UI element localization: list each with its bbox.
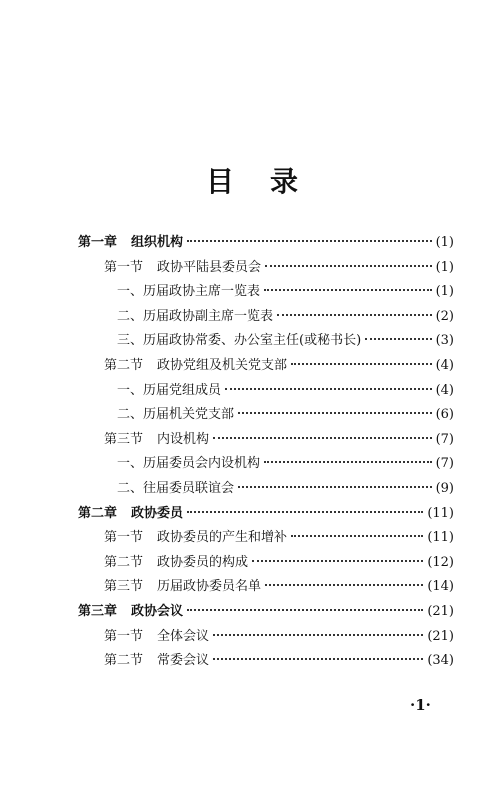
toc-entry[interactable] bbox=[104, 354, 454, 374]
toc-entry-page: (4) bbox=[435, 382, 454, 398]
dot-leader bbox=[238, 486, 432, 488]
toc-entry-page: (11) bbox=[427, 505, 454, 521]
title-char-1: 目 bbox=[205, 165, 234, 198]
title-char-2: 录 bbox=[270, 165, 299, 198]
toc-entry-page: (34) bbox=[427, 653, 454, 669]
dot-leader bbox=[264, 289, 432, 291]
toc-entry-number: 第二节 bbox=[104, 554, 144, 570]
toc-entry-page: (12) bbox=[427, 554, 454, 570]
toc-entry-title: 二、历届机关党支部 bbox=[117, 407, 235, 423]
toc-entry-title: 常委会议 bbox=[157, 653, 210, 669]
toc-entry-page: (1) bbox=[435, 259, 454, 275]
dot-leader bbox=[187, 609, 423, 611]
toc-entry-title: 政协党组及机关党支部 bbox=[157, 358, 288, 373]
toc-entry-page: (1) bbox=[435, 235, 454, 250]
toc-entry-number: 第一节 bbox=[104, 530, 144, 546]
toc-entry-page: (9) bbox=[435, 481, 454, 496]
toc-entry-page: (21) bbox=[427, 604, 454, 619]
toc-entry-page: (4) bbox=[435, 358, 454, 373]
toc-entry-title: 二、往届委员联谊会 bbox=[117, 481, 235, 496]
toc-entry-title: 全体会议 bbox=[157, 628, 210, 644]
toc-entry-page: (2) bbox=[435, 308, 454, 324]
toc-entry[interactable] bbox=[117, 379, 454, 399]
dot-leader bbox=[277, 314, 432, 316]
toc-entry-title: 政协会议 bbox=[131, 604, 184, 619]
toc-entry[interactable] bbox=[104, 551, 454, 571]
toc-entry[interactable] bbox=[117, 305, 454, 325]
toc-entry[interactable] bbox=[78, 600, 454, 620]
dot-leader bbox=[265, 265, 432, 267]
toc-entry-number: 第三章 bbox=[78, 604, 118, 619]
toc-entry-page: (21) bbox=[427, 628, 454, 644]
toc-entry[interactable] bbox=[78, 231, 454, 251]
page-number: ·1· bbox=[410, 696, 431, 714]
toc-entry-page: (7) bbox=[435, 456, 454, 472]
toc-entry-title: 内设机构 bbox=[157, 431, 210, 447]
page-title bbox=[0, 160, 504, 200]
toc-entry[interactable] bbox=[104, 649, 454, 669]
dot-leader bbox=[187, 240, 432, 242]
toc-entry-title: 一、历届政协主席一览表 bbox=[117, 284, 261, 300]
toc-entry-page: (7) bbox=[435, 431, 454, 447]
toc-entry[interactable] bbox=[117, 477, 454, 497]
dot-leader bbox=[365, 338, 431, 340]
dot-leader bbox=[264, 461, 432, 463]
dot-leader bbox=[291, 535, 423, 537]
toc-entry-title: 政协平陆县委员会 bbox=[157, 259, 262, 275]
toc-entry[interactable] bbox=[104, 575, 454, 595]
toc-entry-page: (11) bbox=[427, 530, 454, 546]
toc-entry[interactable] bbox=[117, 280, 454, 300]
toc-entry[interactable] bbox=[104, 256, 454, 276]
dot-leader bbox=[252, 560, 423, 562]
toc-entry-number: 第一节 bbox=[104, 628, 144, 644]
toc-entry-number: 第二章 bbox=[78, 505, 118, 521]
toc-entry-page: (3) bbox=[435, 333, 454, 349]
toc-entry[interactable] bbox=[78, 502, 454, 522]
toc-entry-page: (6) bbox=[435, 407, 454, 423]
toc-entry[interactable] bbox=[117, 329, 454, 349]
toc-entry-title: 一、历届党组成员 bbox=[117, 382, 222, 398]
dot-leader bbox=[213, 634, 423, 636]
toc-entry-number: 第一章 bbox=[78, 235, 118, 250]
dot-leader bbox=[225, 388, 432, 390]
toc-entry-title: 政协委员 bbox=[131, 505, 184, 521]
toc-entry-number: 第三节 bbox=[104, 431, 144, 447]
toc-entry-title: 一、历届委员会内设机构 bbox=[117, 456, 261, 472]
toc-entry[interactable] bbox=[104, 428, 454, 448]
toc-entry-page: (14) bbox=[427, 579, 454, 595]
dot-leader bbox=[265, 584, 423, 586]
toc-entry-number: 第二节 bbox=[104, 358, 144, 373]
toc-entry[interactable] bbox=[104, 625, 454, 645]
dot-leader bbox=[187, 511, 423, 513]
toc-entry-number: 第二节 bbox=[104, 653, 144, 669]
toc-entry-page: (1) bbox=[435, 284, 454, 300]
dot-leader bbox=[238, 412, 432, 414]
toc-entry-title: 三、历届政协常委、办公室主任(或秘书长) bbox=[117, 333, 362, 349]
toc-entry-title: 组织机构 bbox=[131, 235, 184, 250]
toc-entry-number: 第三节 bbox=[104, 579, 144, 595]
toc-entry[interactable] bbox=[117, 452, 454, 472]
dot-leader bbox=[213, 437, 432, 439]
toc-entry[interactable] bbox=[104, 526, 454, 546]
toc-entry-title: 政协委员的构成 bbox=[157, 554, 249, 570]
toc-entry-number: 第一节 bbox=[104, 259, 144, 275]
toc-entry-title: 二、历届政协副主席一览表 bbox=[117, 308, 274, 324]
toc-entry-title: 历届政协委员名单 bbox=[157, 579, 262, 595]
toc-entry-title: 政协委员的产生和增补 bbox=[157, 530, 288, 546]
toc-entry[interactable] bbox=[117, 403, 454, 423]
dot-leader bbox=[291, 363, 432, 365]
dot-leader bbox=[213, 658, 423, 660]
